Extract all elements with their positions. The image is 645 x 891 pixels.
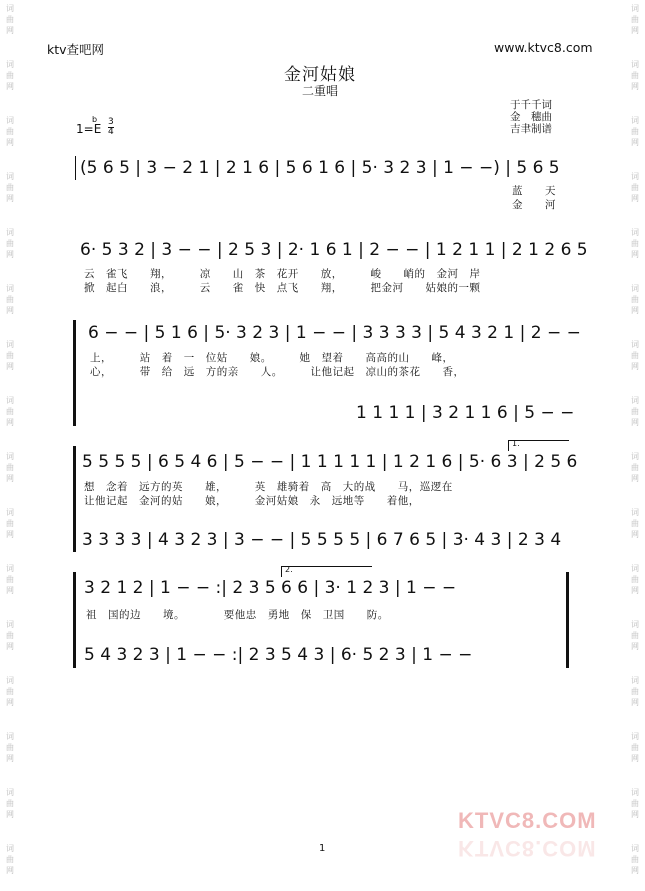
final-barline <box>566 572 569 668</box>
right-margin-watermark <box>627 0 643 891</box>
margin-watermark-char: 曲 <box>631 519 639 528</box>
margin-watermark-char: 词 <box>631 284 639 293</box>
melody-line-1: (5 6 5 | 3 − 2 1 | 2 1 6 | 5 6 1 6 | 5· 3 2 3 | 1 − −) | 5 6 5 <box>80 158 560 178</box>
song-subtitle: 二重唱 <box>302 84 339 98</box>
margin-watermark-char: 词 <box>631 116 639 125</box>
lyrics-line-2b: 掀 起白 浪， 云 雀 快 点飞 翔， 把金河 姑娘的一颗 <box>84 282 481 294</box>
margin-watermark-char: 曲 <box>6 239 14 248</box>
margin-watermark-char: 网 <box>631 810 639 819</box>
melody-line-4: 5 5 5 5 | 6 5 4 6 | 5 − − | 1 1 1 1 1 | 1 2 1 6 | 5· 6 3 | 2 5 6 <box>82 452 578 472</box>
margin-watermark-char: 曲 <box>631 183 639 192</box>
margin-watermark-char: 词 <box>631 60 639 69</box>
margin-watermark-char: 网 <box>631 138 639 147</box>
margin-watermark-char: 网 <box>631 82 639 91</box>
margin-watermark-char: 网 <box>6 754 14 763</box>
margin-watermark-char: 词 <box>631 620 639 629</box>
margin-watermark-char: 曲 <box>631 631 639 640</box>
margin-watermark-char: 网 <box>631 642 639 651</box>
lower-voice-line-5: 5 4 3 2 3 | 1 − − :| 2 3 5 4 3 | 6· 5 2 3 | 1 − − <box>84 645 473 665</box>
margin-watermark-char: 曲 <box>631 351 639 360</box>
melody-line-3: 6 − − | 5 1 6 | 5· 3 2 3 | 1 − − | 3 3 3 3 | 5 4 3 2 1 | 2 − − <box>88 323 581 343</box>
margin-watermark-char: 网 <box>631 866 639 875</box>
lyrics-line-4b: 让他记起 金河的姑 娘， 金河姑娘 永 远地等 着他， <box>84 495 420 507</box>
margin-watermark-char: 词 <box>6 396 14 405</box>
margin-watermark-char: 词 <box>6 340 14 349</box>
margin-watermark-char: 词 <box>6 508 14 517</box>
song-title: 金河姑娘 <box>284 65 356 85</box>
composer-credit: 金 穗曲 <box>510 111 552 123</box>
margin-watermark-char: 网 <box>631 418 639 427</box>
margin-watermark-char: 曲 <box>6 687 14 696</box>
margin-watermark-char: 曲 <box>6 15 14 24</box>
margin-watermark-char: 词 <box>631 564 639 573</box>
margin-watermark-char: 曲 <box>631 407 639 416</box>
margin-watermark-char: 词 <box>631 340 639 349</box>
first-ending-bracket <box>508 440 569 451</box>
time-top: 3 <box>108 117 114 127</box>
margin-watermark-char: 网 <box>6 26 14 35</box>
melody-line-5: 3 2 1 2 | 1 − − :| 2 3 5 6 6 | 3· 1 2 3 | 1 − − <box>84 578 457 598</box>
margin-watermark-char: 词 <box>631 732 639 741</box>
margin-watermark-char: 网 <box>6 810 14 819</box>
margin-watermark-char: 曲 <box>631 15 639 24</box>
credits <box>510 99 552 135</box>
margin-watermark-char: 曲 <box>631 127 639 136</box>
margin-watermark-char: 词 <box>6 4 14 13</box>
margin-watermark-char: 网 <box>631 530 639 539</box>
margin-watermark-char: 词 <box>6 60 14 69</box>
margin-watermark-char: 曲 <box>6 743 14 752</box>
margin-watermark-char: 词 <box>6 676 14 685</box>
margin-watermark-char: 词 <box>6 732 14 741</box>
system-brace <box>73 446 76 552</box>
margin-watermark-char: 网 <box>631 362 639 371</box>
margin-watermark-char: 曲 <box>6 519 14 528</box>
margin-watermark-char: 曲 <box>6 71 14 80</box>
margin-watermark-char: 网 <box>631 698 639 707</box>
lower-voice-line-4: 3 3 3 3 | 4 3 2 3 | 3 − − | 5 5 5 5 | 6 7 6 5 | 3· 4 3 | 2 3 4 <box>82 530 562 550</box>
site-name: ktv查吧网 <box>47 42 105 57</box>
margin-watermark-char: 词 <box>631 676 639 685</box>
barline <box>75 156 76 180</box>
lyrics-line-3a: 上， 站 着 一 位姑 娘。 她 望着 高高的山 峰， <box>90 352 454 364</box>
margin-watermark-char: 网 <box>6 474 14 483</box>
margin-watermark-char: 词 <box>631 788 639 797</box>
margin-watermark-char: 网 <box>6 362 14 371</box>
margin-watermark-char: 曲 <box>631 799 639 808</box>
lower-voice-line-3: 1 1 1 1 | 3 2 1 1 6 | 5 − − <box>356 403 575 423</box>
lyrics-line-4a: 想 念着 远方的英 雄， 英 雄骑着 高 大的战 马，巡逻在 <box>84 481 453 493</box>
margin-watermark-char: 词 <box>631 844 639 853</box>
time-signature <box>108 118 114 137</box>
margin-watermark-char: 网 <box>6 586 14 595</box>
margin-watermark-char: 词 <box>631 452 639 461</box>
margin-watermark-char: 网 <box>6 82 14 91</box>
margin-watermark-char: 词 <box>631 508 639 517</box>
margin-watermark-char: 网 <box>6 306 14 315</box>
second-ending-bracket <box>281 566 372 577</box>
lyricist-credit: 于千千词 <box>510 99 552 111</box>
margin-watermark-char: 词 <box>6 564 14 573</box>
margin-watermark-char: 词 <box>6 844 14 853</box>
margin-watermark-char: 网 <box>631 306 639 315</box>
margin-watermark-char: 网 <box>6 698 14 707</box>
margin-watermark-char: 网 <box>631 250 639 259</box>
margin-watermark-char: 曲 <box>6 407 14 416</box>
margin-watermark-char: 词 <box>6 452 14 461</box>
left-margin-watermark <box>2 0 18 891</box>
margin-watermark-char: 词 <box>631 172 639 181</box>
margin-watermark-char: 网 <box>6 194 14 203</box>
key-signature <box>76 122 101 136</box>
site-url: www.ktvc8.com <box>494 40 593 55</box>
margin-watermark-char: 曲 <box>631 71 639 80</box>
lyrics-line-3b: 心， 带 给 远 方的亲 人。 让他记起 凉山的茶花 香， <box>90 366 465 378</box>
margin-watermark-char: 曲 <box>6 295 14 304</box>
margin-watermark-char: 网 <box>6 250 14 259</box>
margin-watermark-char: 网 <box>6 530 14 539</box>
margin-watermark-char: 曲 <box>631 855 639 864</box>
margin-watermark-char: 曲 <box>631 239 639 248</box>
margin-watermark-char: 词 <box>631 4 639 13</box>
margin-watermark-char: 词 <box>6 228 14 237</box>
margin-watermark-char: 词 <box>631 396 639 405</box>
margin-watermark-char: 曲 <box>6 575 14 584</box>
margin-watermark-char: 网 <box>631 26 639 35</box>
margin-watermark-char: 曲 <box>6 855 14 864</box>
margin-watermark-char: 词 <box>6 172 14 181</box>
margin-watermark-char: 网 <box>6 138 14 147</box>
arranger-credit: 吉聿制谱 <box>510 123 552 135</box>
time-bottom: 4 <box>108 127 114 137</box>
lyrics-line-5: 祖 国的边 境。 要他忠 勇地 保 卫国 防。 <box>86 609 389 621</box>
margin-watermark-char: 曲 <box>631 295 639 304</box>
margin-watermark-char: 曲 <box>6 351 14 360</box>
margin-watermark-char: 曲 <box>6 463 14 472</box>
margin-watermark-char: 曲 <box>631 687 639 696</box>
margin-watermark-char: 曲 <box>6 127 14 136</box>
margin-watermark-char: 词 <box>6 284 14 293</box>
margin-watermark-char: 曲 <box>6 631 14 640</box>
margin-watermark-char: 曲 <box>631 743 639 752</box>
first-ending-label: 1. <box>512 439 520 448</box>
margin-watermark-char: 曲 <box>6 183 14 192</box>
margin-watermark-char: 词 <box>6 620 14 629</box>
page-number: 1 <box>319 843 326 854</box>
margin-watermark-char: 曲 <box>631 463 639 472</box>
lyrics-line-1a: 蓝 天 <box>512 185 556 197</box>
ktvc8-logo-reflection: KTVC8.COM <box>458 836 597 861</box>
lyrics-line-2a: 云 雀飞 翔， 凉 山 茶 花开 放， 峻 峭的 金河 岸 <box>84 268 481 280</box>
second-ending-label: 2. <box>285 565 293 574</box>
margin-watermark-char: 网 <box>631 754 639 763</box>
margin-watermark-char: 词 <box>6 116 14 125</box>
lyrics-line-1b: 金 河 <box>512 199 556 211</box>
margin-watermark-char: 网 <box>631 474 639 483</box>
system-brace <box>73 320 76 426</box>
margin-watermark-char: 曲 <box>631 575 639 584</box>
margin-watermark-char: 网 <box>631 194 639 203</box>
margin-watermark-char: 词 <box>6 788 14 797</box>
margin-watermark-char: 网 <box>631 586 639 595</box>
margin-watermark-char: 网 <box>6 418 14 427</box>
margin-watermark-char: 网 <box>6 642 14 651</box>
margin-watermark-char: 词 <box>631 228 639 237</box>
flat-sign: b <box>92 115 98 124</box>
ktvc8-logo: KTVC8.COM <box>458 808 597 833</box>
key-prefix: 1= <box>76 122 94 136</box>
system-brace <box>73 572 76 668</box>
melody-line-2: 6· 5 3 2 | 3 − − | 2 5 3 | 2· 1 6 1 | 2 − − | 1 2 1 1 | 2 1 2 6 5 <box>80 240 588 260</box>
margin-watermark-char: 曲 <box>6 799 14 808</box>
margin-watermark-char: 网 <box>6 866 14 875</box>
key-note: E <box>93 122 102 136</box>
